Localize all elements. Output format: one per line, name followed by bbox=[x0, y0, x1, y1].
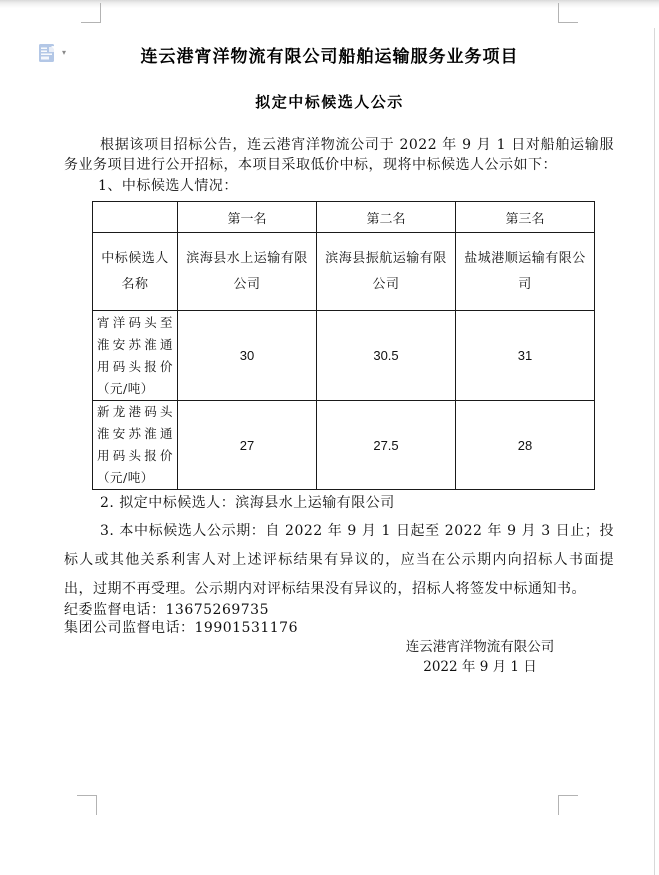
page-title: 连云港宵洋物流有限公司船舶运输服务业务项目 bbox=[140, 47, 519, 67]
signature-block bbox=[401, 637, 559, 677]
table-row-xiaoyang-price bbox=[93, 311, 595, 401]
row-label-xiaoyang-price: 宵洋码头至淮安苏淮通用码头报价（元/吨） bbox=[93, 311, 178, 401]
signature-company: 连云港宵洋物流有限公司 bbox=[405, 639, 555, 655]
cell-price-2-2: 27.5 bbox=[317, 401, 456, 490]
cell-price-1-1: 30 bbox=[178, 311, 317, 401]
signature-date: 2022 年 9 月 1 日 bbox=[423, 659, 537, 675]
table-header-row bbox=[93, 202, 595, 233]
item3-paragraph: 3. 本中标候选人公示期：自 2022 年 9 月 1 日起至 2022 年 9 月 3 日止；投标人或其他关系利害人对上述评标结果有异议的，应当在公示期内向招标人书面提出，过期不再受理。公示期内对评标结果没有异议的，招标人将签发中标通知书。 bbox=[64, 523, 614, 597]
cell-candidate-2: 滨海县振航运输有限公司 bbox=[317, 233, 456, 311]
cell-candidate-1: 滨海县水上运输有限公司 bbox=[178, 233, 317, 311]
item1-heading: 1、中标候选人情况： bbox=[98, 178, 238, 194]
header-cell-empty bbox=[93, 202, 178, 233]
cell-candidate-3: 盐城港顺运输有限公司 bbox=[456, 233, 595, 311]
supervision-phone-line-2: 集团公司监督电话：19901531176 bbox=[64, 620, 298, 636]
margin-mark-top-left bbox=[81, 3, 101, 23]
row-label-xinlonggang-price: 新龙港码头淮安苏淮通用码头报价（元/吨） bbox=[93, 401, 178, 490]
cell-price-2-1: 27 bbox=[178, 401, 317, 490]
page-right-edge bbox=[654, 28, 655, 875]
table-row-xinlonggang-price bbox=[93, 401, 595, 490]
header-cell-second: 第二名 bbox=[317, 202, 456, 233]
cell-price-1-3: 31 bbox=[456, 311, 595, 401]
cell-price-1-2: 30.5 bbox=[317, 311, 456, 401]
margin-mark-bottom-right bbox=[558, 795, 578, 815]
margin-mark-top-right bbox=[558, 3, 578, 23]
header-cell-third: 第三名 bbox=[456, 202, 595, 233]
chevron-down-icon[interactable]: ▾ bbox=[62, 48, 67, 57]
cell-price-2-3: 28 bbox=[456, 401, 595, 490]
item2-paragraph: 2. 拟定中标候选人：滨海县水上运输有限公司 bbox=[100, 495, 395, 511]
intro-paragraph: 根据该项目招标公告，连云港宵洋物流公司于 2022 年 9 月 1 日对船舶运输服务业务项目进行公开招标，本项目采取低价中标，现将中标候选人公示如下： bbox=[64, 137, 614, 173]
page-subtitle: 拟定中标候选人公示 bbox=[255, 93, 404, 111]
table-row-candidate-names bbox=[93, 233, 595, 311]
row-label-candidate-names: 中标候选人名称 bbox=[93, 233, 178, 311]
margin-mark-bottom-left bbox=[77, 795, 97, 815]
supervision-phone-line-1: 纪委监督电话：13675269735 bbox=[64, 602, 269, 618]
header-cell-first: 第一名 bbox=[178, 202, 317, 233]
bid-candidates-table bbox=[92, 201, 595, 490]
